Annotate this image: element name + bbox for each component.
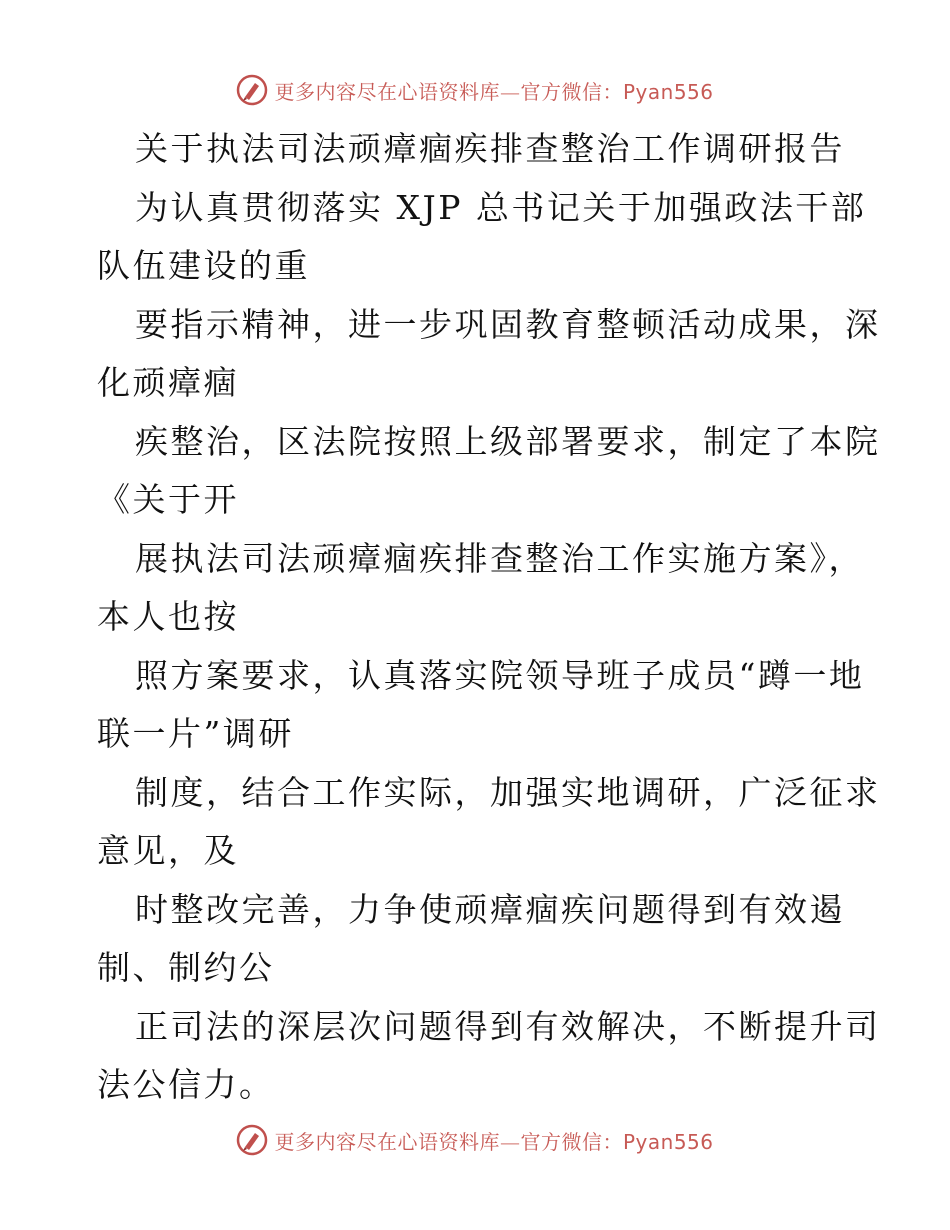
footer-watermark-banner	[0, 1120, 950, 1160]
paragraph-line: 法公信力。	[97, 1065, 275, 1104]
paragraph-line: 制度，结合工作实际，加强实地调研，广泛征求	[135, 772, 881, 812]
banner-wechat-id: Pyan556	[622, 1129, 714, 1154]
paragraph-line: 《关于开	[97, 480, 239, 519]
paragraph-line: 化顽瘴痼	[97, 363, 239, 402]
banner-wechat-label: 官方微信：	[520, 79, 623, 104]
banner-wechat-id: Pyan556	[622, 79, 714, 104]
paragraph-line: 本人也按	[97, 597, 239, 636]
paragraph-line: 队伍建设的重	[97, 246, 310, 285]
document-title: 关于执法司法顽瘴痼疾排查整治工作调研报告	[135, 129, 845, 168]
pen-logo-icon	[236, 1124, 268, 1156]
banner-site-text: 更多内容尽在心语资料库	[274, 79, 500, 104]
document-body	[97, 120, 881, 1115]
pen-logo-icon	[236, 74, 268, 106]
paragraph-line: 时整改完善，力争使顽瘴痼疾问题得到有效遏	[135, 889, 845, 929]
header-watermark-banner	[0, 70, 950, 110]
paragraph-line: 展执法司法顽瘴痼疾排查整治工作实施方案》，	[135, 538, 864, 578]
paragraph-line: 照方案要求，认真落实院领导班子成员“蹲一地	[135, 655, 865, 695]
paragraph-line: 要指示精神，进一步巩固教育整顿活动成果，深	[135, 304, 881, 344]
paragraph-line: 疾整治，区法院按照上级部署要求，制定了本院	[135, 421, 881, 461]
banner-site-text: 更多内容尽在心语资料库	[274, 1129, 500, 1154]
banner-separator: —	[499, 1129, 521, 1154]
paragraph-line: 正司法的深层次问题得到有效解决，不断提升司	[135, 1006, 881, 1046]
paragraph-line: 制、制约公	[97, 948, 275, 987]
banner-separator: —	[499, 79, 521, 104]
paragraph-line: 意见，及	[97, 831, 239, 870]
paragraph-line: 联一片”调研	[97, 714, 294, 753]
paragraph-line: 为认真贯彻落实 XJP 总书记关于加强政法干部	[135, 187, 867, 227]
banner-wechat-label: 官方微信：	[520, 1129, 623, 1154]
